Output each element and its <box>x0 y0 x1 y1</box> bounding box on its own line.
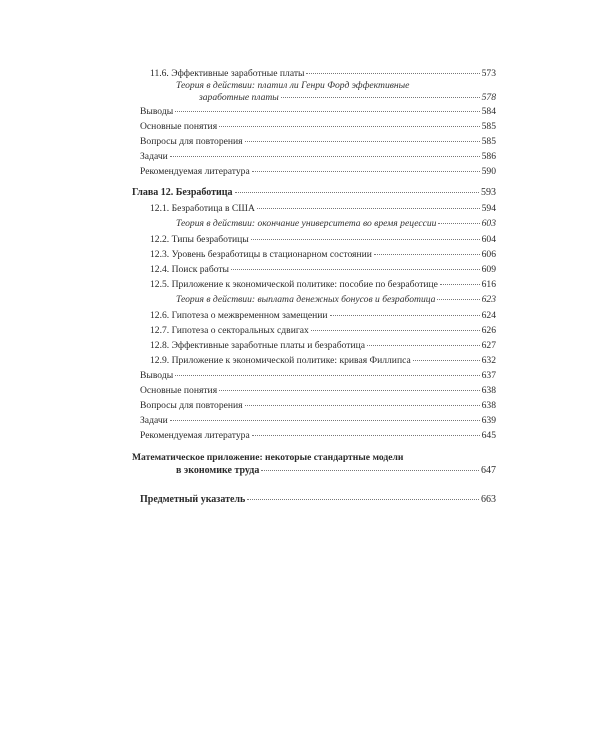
toc-entry-label: Выводы <box>140 106 174 117</box>
toc-entry-12-5 <box>150 279 496 291</box>
toc-entry-label: 12.5. Приложение к экономической политике: пособие по безработице <box>150 279 438 290</box>
toc-page-number: 645 <box>481 430 496 441</box>
toc-page-number: 585 <box>481 136 496 147</box>
toc-entry-label: Рекомендуемая литература <box>140 430 250 441</box>
toc-entry-12-conclusions <box>140 370 496 382</box>
toc-entry-12-2 <box>150 234 496 246</box>
toc-entry-12-4 <box>150 264 496 276</box>
toc-page-number: 593 <box>481 187 496 198</box>
appendix-title-line1: Математическое приложение: некоторые стандартные модели <box>132 452 404 463</box>
toc-entry-12-6 <box>150 310 496 322</box>
leader-dots <box>219 390 480 391</box>
leader-dots <box>175 111 479 112</box>
leader-dots <box>330 315 480 316</box>
leader-dots <box>281 97 480 98</box>
toc-entry-label: Задачи <box>140 151 168 162</box>
leader-dots <box>261 470 479 471</box>
toc-entry-12-1 <box>150 203 496 215</box>
toc-entry-12-questions <box>140 400 496 412</box>
toc-entry-label-line1: Теория в действии: платил ли Генри Форд эффективные <box>176 80 410 91</box>
toc-entry-label: Задачи <box>140 415 168 426</box>
toc-page-number: 586 <box>481 151 496 162</box>
toc-page-number: 627 <box>481 340 496 351</box>
toc-entry-label: Рекомендуемая литература <box>140 166 250 177</box>
toc-entry-label: Основные понятия <box>140 121 218 132</box>
toc-entry-12-3 <box>150 249 496 261</box>
toc-entry-label: 12.2. Типы безработицы <box>150 234 249 245</box>
toc-page-number: 623 <box>481 294 496 305</box>
toc-entry-label: Выводы <box>140 370 174 381</box>
toc-entry-label: Теория в действии: выплата денежных бонусов и безработица <box>176 294 436 305</box>
toc-entry-11-literature <box>140 166 496 178</box>
toc-page-number: 632 <box>481 355 496 366</box>
toc-entry-12-9 <box>150 355 496 367</box>
toc-entry-12-concepts <box>140 385 496 397</box>
toc-page-number: 584 <box>481 106 496 117</box>
toc-entry-label: Основные понятия <box>140 385 218 396</box>
toc-entry-label: 12.7. Гипотеза о секторальных сдвигах <box>150 325 309 336</box>
leader-dots <box>367 345 480 346</box>
toc-index <box>140 494 496 506</box>
toc-entry-label: 12.3. Уровень безработицы в стационарном состоянии <box>150 249 372 260</box>
toc-entry-label: Теория в действии: окончание университета во время рецессии <box>176 218 437 229</box>
toc-entry-label: 12.1. Безработица в США <box>150 203 255 214</box>
leader-dots <box>252 171 480 172</box>
leader-dots <box>170 420 480 421</box>
toc-page-number: 590 <box>481 166 496 177</box>
leader-dots <box>437 299 479 300</box>
toc-page-number: 606 <box>481 249 496 260</box>
toc-chapter-12-title <box>132 187 496 199</box>
toc-page-number: 647 <box>481 465 496 476</box>
toc-entry-label: 12.8. Эффективные заработные платы и безработица <box>150 340 366 351</box>
toc-page-number: 626 <box>481 325 496 336</box>
toc-appendix-label <box>132 452 403 464</box>
leader-dots <box>245 141 480 142</box>
toc-entry-12-theory-1 <box>176 218 496 230</box>
leader-dots <box>245 405 480 406</box>
leader-dots <box>251 239 480 240</box>
toc-entry-12-literature <box>140 430 496 442</box>
toc-entry-label: 11.6. Эффективные заработные платы <box>150 68 305 79</box>
leader-dots <box>175 375 479 376</box>
toc-entry-11-theory <box>199 92 496 104</box>
leader-dots <box>311 330 480 331</box>
toc-entry-11-theory-label <box>176 80 409 92</box>
toc-entry-11-tasks <box>140 151 496 163</box>
leader-dots <box>231 269 480 270</box>
leader-dots <box>235 192 479 193</box>
leader-dots <box>170 156 480 157</box>
toc-entry-12-theory-2 <box>176 294 496 306</box>
leader-dots <box>413 360 480 361</box>
toc-entry-label: Вопросы для повторения <box>140 136 243 147</box>
toc-page-number: 624 <box>481 310 496 321</box>
toc-page-number: 594 <box>481 203 496 214</box>
toc-entry-11-concepts <box>140 121 496 133</box>
toc-entry-label: 12.9. Приложение к экономической политике: кривая Филлипса <box>150 355 411 366</box>
toc-entry-12-8 <box>150 340 496 352</box>
leader-dots <box>247 499 479 500</box>
toc-entry-12-tasks <box>140 415 496 427</box>
chapter-title: Глава 12. Безработица <box>132 187 233 198</box>
toc-entry-label: 12.6. Гипотеза о межвременном замещении <box>150 310 328 321</box>
toc-entry-label: 12.4. Поиск работы <box>150 264 230 275</box>
toc-page-number: 639 <box>481 415 496 426</box>
toc-entry-11-conclusions <box>140 106 496 118</box>
leader-dots <box>440 284 480 285</box>
toc-page-number: 604 <box>481 234 496 245</box>
leader-dots <box>252 435 480 436</box>
toc-page-number: 638 <box>481 400 496 411</box>
toc-page-number: 609 <box>481 264 496 275</box>
toc-entry-12-7 <box>150 325 496 337</box>
toc-appendix <box>176 465 496 477</box>
toc-entry-11-questions <box>140 136 496 148</box>
toc-entry-11-6 <box>150 68 496 80</box>
toc-page-number: 638 <box>481 385 496 396</box>
toc-entry-label-line2: заработные платы <box>199 92 279 103</box>
toc-page-number: 578 <box>481 92 496 103</box>
toc-page-number: 616 <box>481 279 496 290</box>
toc-page-number: 573 <box>481 68 496 79</box>
appendix-title-line2: в экономике труда <box>176 465 260 476</box>
leader-dots <box>257 208 480 209</box>
toc-page-number: 663 <box>481 494 496 505</box>
toc-page-number: 637 <box>481 370 496 381</box>
toc-page-number: 603 <box>481 218 496 229</box>
toc-entry-label: Вопросы для повторения <box>140 400 243 411</box>
leader-dots <box>374 254 480 255</box>
index-title: Предметный указатель <box>140 494 246 505</box>
leader-dots <box>306 73 479 74</box>
toc-page-number: 585 <box>481 121 496 132</box>
leader-dots <box>219 126 480 127</box>
leader-dots <box>438 223 479 224</box>
